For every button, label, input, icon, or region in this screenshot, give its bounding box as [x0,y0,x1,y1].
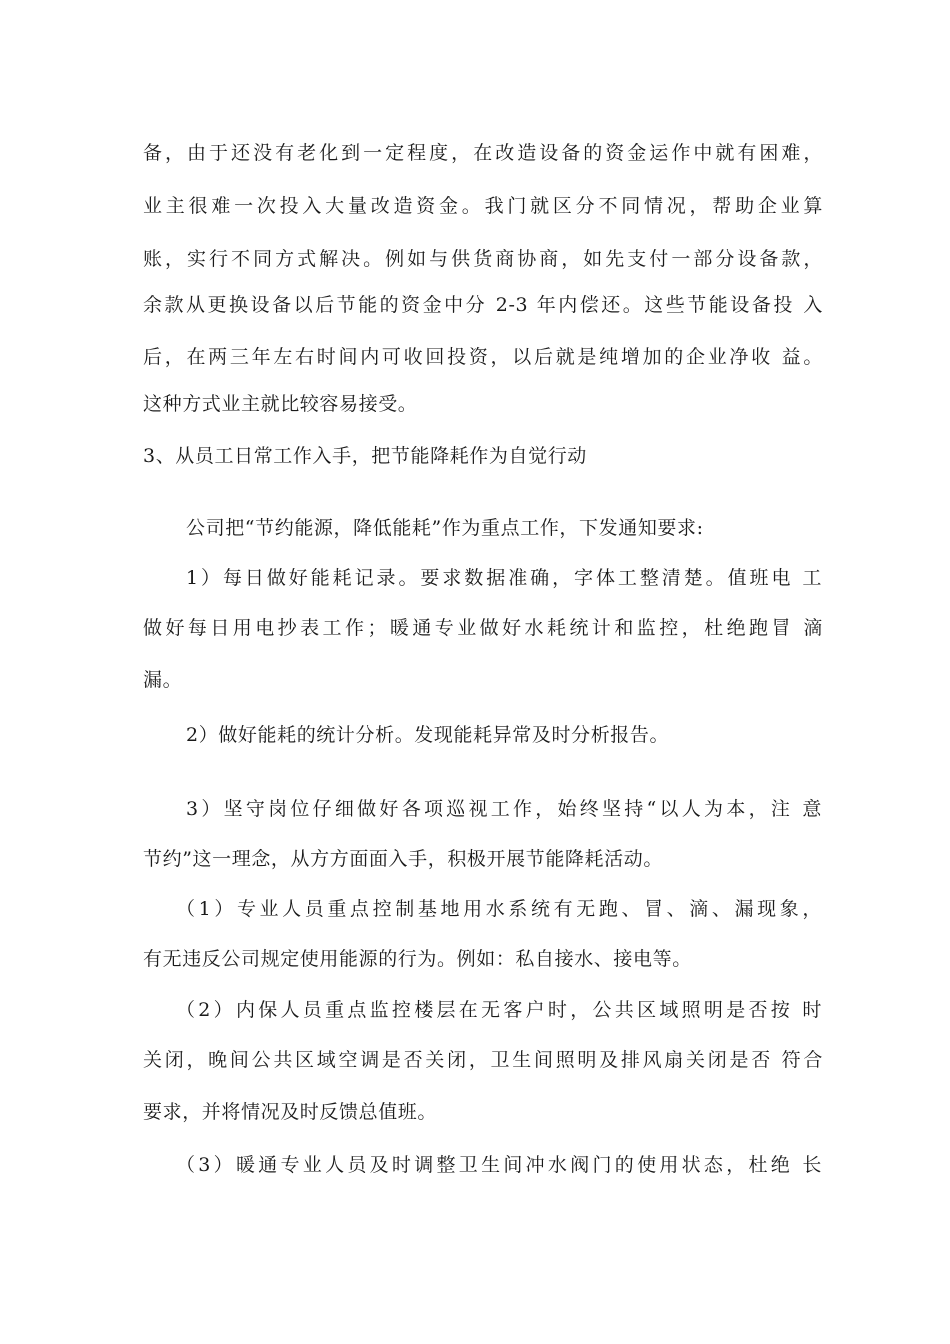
sub-item-line: （2）内保人员重点监控楼层在无客户时，公共区域照明是否按 时 [176,999,822,1021]
list-item-line: 做好每日用电抄表工作；暖通专业做好水耗统计和监控，杜绝跑冒 滴 [143,617,823,639]
text-line: 公司把“节约能源，降低能耗”作为重点工作，下发通知要求: [186,517,704,539]
text-line: 这种方式业主就比较容易接受。 [143,393,418,415]
list-item-line: 节约”这一理念，从方方面面入手，积极开展节能降耗活动。 [143,848,663,870]
sub-item-line: （3）暖通专业人员及时调整卫生间冲水阀门的使用状态，杜绝 长 [176,1154,822,1176]
list-item-line: 1）每日做好能耗记录。要求数据准确，字体工整清楚。值班电 工 [186,567,822,589]
section-heading: 3、从员工日常工作入手，把节能降耗作为自觉行动 [143,445,587,467]
text-line: 备，由于还没有老化到一定程度，在改造设备的资金运作中就有困难， [143,142,823,164]
sub-item-line: （1）专业人员重点控制基地用水系统有无跑、冒、滴、漏现象， [176,898,822,920]
sub-item-line: 有无违反公司规定使用能源的行为。例如：私自接水、接电等。 [143,948,692,970]
text-line: 后，在两三年左右时间内可收回投资，以后就是纯增加的企业净收 益。 [143,346,823,368]
text-line: 账，实行不同方式解决。例如与供货商协商，如先支付一部分设备款， [143,248,823,270]
list-item-line: 3）坚守岗位仔细做好各项巡视工作，始终坚持“以人为本，注 意 [186,798,822,820]
list-item-line: 2）做好能耗的统计分析。发现能耗异常及时分析报告。 [186,724,670,746]
sub-item-line: 要求，并将情况及时反馈总值班。 [143,1101,438,1123]
text-line: 余款从更换设备以后节能的资金中分 2-3 年内偿还。这些节能设备投 入 [143,294,823,316]
list-item-line: 漏。 [143,669,183,691]
text-line: 业主很难一次投入大量改造资金。我门就区分不同情况，帮助企业算 [143,195,823,217]
sub-item-line: 关闭，晚间公共区域空调是否关闭，卫生间照明及排风扇关闭是否 符合 [143,1049,823,1071]
